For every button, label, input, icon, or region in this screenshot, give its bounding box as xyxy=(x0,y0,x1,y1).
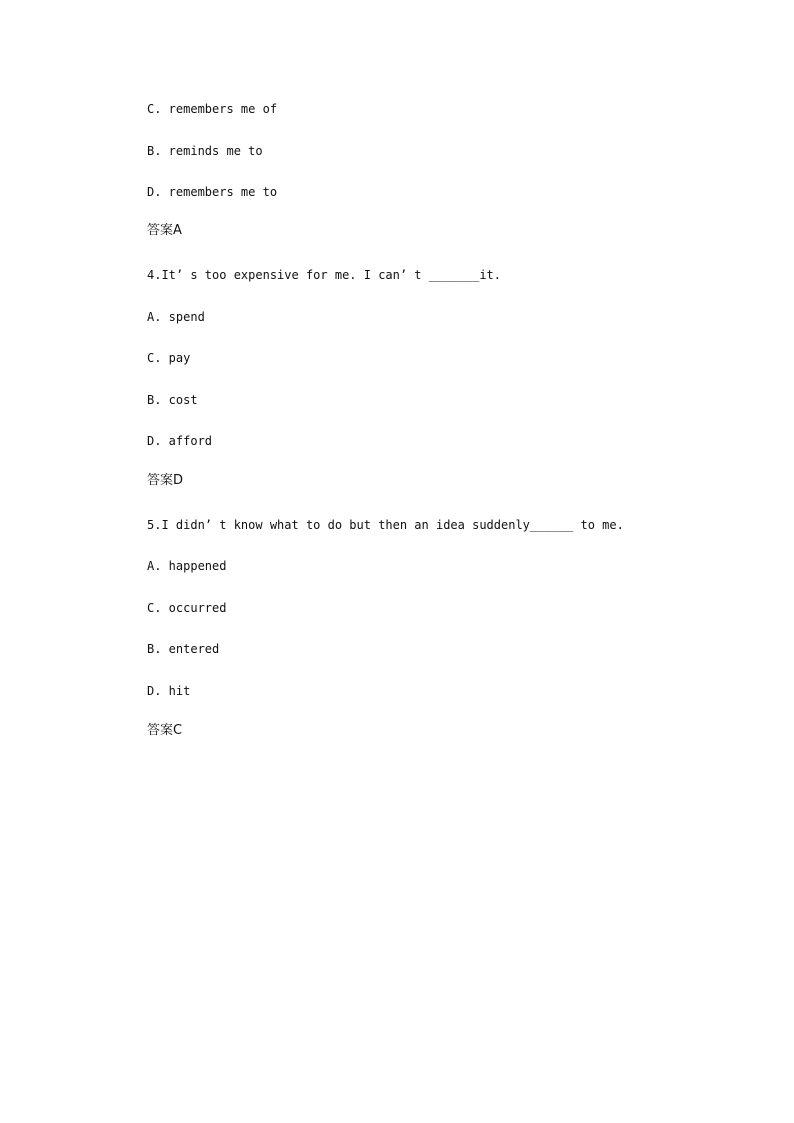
q5-option-a: A. happened xyxy=(147,559,227,573)
q3-answer: 答案A xyxy=(147,223,182,238)
q3-option-b: B. reminds me to xyxy=(147,144,263,158)
q4-option-a: A. spend xyxy=(147,310,205,324)
q5-option-d: D. hit xyxy=(147,684,191,698)
q5-option-b: B. entered xyxy=(147,642,220,656)
q4-answer: 答案D xyxy=(147,473,184,488)
q5-answer: 答案C xyxy=(147,723,183,738)
q5-option-c: C. occurred xyxy=(147,601,227,615)
q4-question: 4.It’ s too expensive for me. I can’ t _______it. xyxy=(147,268,502,282)
q3-option-d: D. remembers me to xyxy=(147,185,278,199)
q5-question: 5.I didn’ t know what to do but then an idea suddenly______ to me. xyxy=(147,518,624,532)
q4-option-c: C. pay xyxy=(147,351,191,365)
q3-option-c: C. remembers me of xyxy=(147,102,278,116)
q4-option-d: D. afford xyxy=(147,434,213,448)
q4-option-b: B. cost xyxy=(147,393,198,407)
